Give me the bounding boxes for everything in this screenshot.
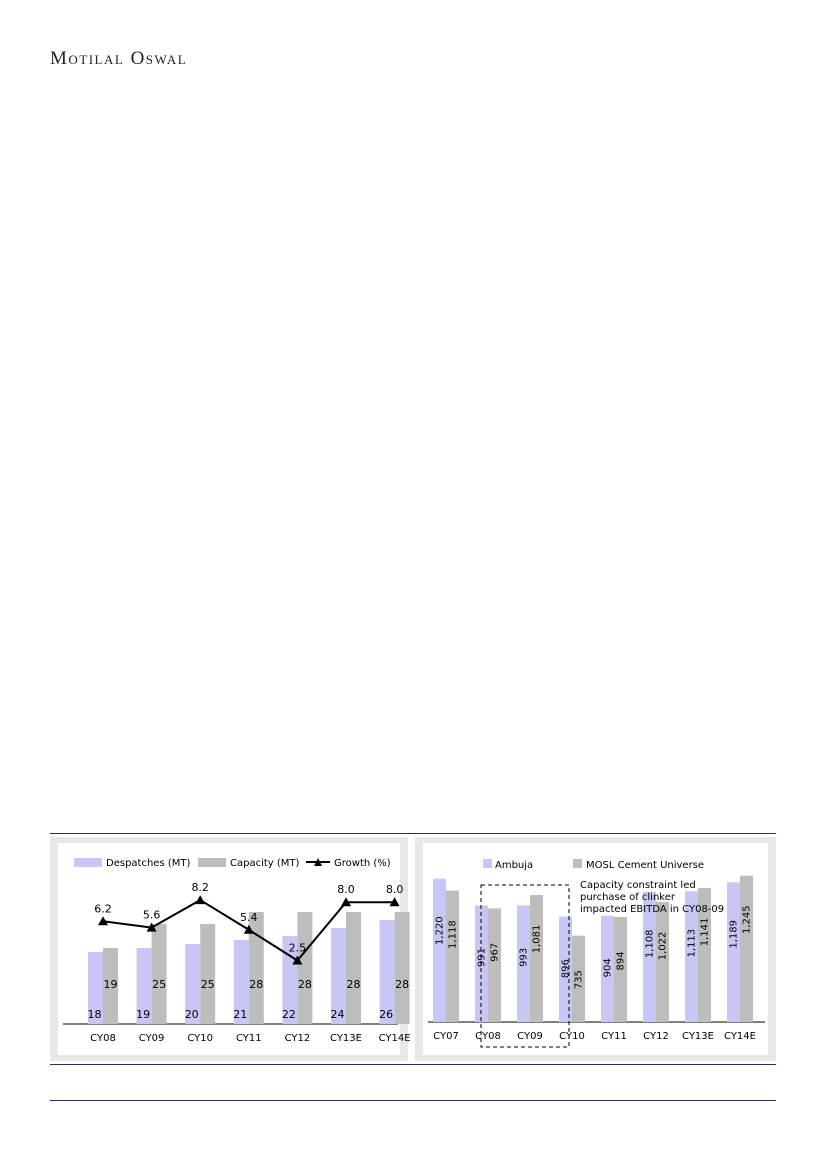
x-tick-label: CY14E <box>378 1033 411 1044</box>
data-label-universe: 1,022 <box>657 931 669 961</box>
x-tick-label: CY14E <box>724 1031 756 1042</box>
data-label-despatches: 26 <box>379 1008 394 1021</box>
legend-label-universe: MOSL Cement Universe <box>586 860 705 871</box>
x-tick-label: CY12 <box>284 1033 311 1044</box>
legend-label-ambuja: Ambuja <box>495 860 534 871</box>
data-label-despatches: 19 <box>136 1008 151 1021</box>
data-label-universe: 1,118 <box>447 920 459 949</box>
data-label-universe: 735 <box>573 970 585 990</box>
bottom-rule <box>50 1100 776 1101</box>
data-label-ambuja: 896 <box>560 959 572 979</box>
bar-capacity <box>395 912 410 1024</box>
data-label-ambuja: 993 <box>518 947 530 967</box>
legend-swatch-capacity <box>198 858 226 867</box>
x-tick-label: CY11 <box>601 1031 627 1042</box>
data-label-ambuja: 1,113 <box>686 928 698 958</box>
x-tick-label: CY09 <box>138 1033 165 1044</box>
data-label-growth: 5.6 <box>142 908 161 922</box>
legend-label-capacity: Capacity (MT) <box>230 858 300 869</box>
data-label-despatches: 22 <box>281 1008 296 1021</box>
data-label-growth: 6.2 <box>94 902 112 916</box>
x-tick-label: CY08 <box>90 1033 116 1044</box>
data-label-universe: 894 <box>615 951 627 971</box>
bar-universe <box>740 876 753 1022</box>
data-label-growth: 8.0 <box>337 883 355 897</box>
brand-logo: Motilal Oswal <box>50 48 188 69</box>
bar-universe <box>530 895 543 1022</box>
x-tick-label: CY13E <box>330 1033 362 1044</box>
bar-capacity <box>297 912 312 1024</box>
data-label-growth: 2.5 <box>288 941 307 955</box>
data-label-universe: 1,141 <box>699 917 711 947</box>
data-label-growth: 8.0 <box>385 883 404 897</box>
mid-rule <box>50 1064 776 1065</box>
bar-capacity <box>200 924 215 1024</box>
despatches-chart-panel <box>50 837 411 1061</box>
data-label-despatches: 20 <box>184 1008 199 1021</box>
bar-ambuja <box>727 882 740 1022</box>
bar-capacity <box>249 912 264 1024</box>
data-label-ambuja: 1,108 <box>644 929 656 959</box>
data-label-capacity: 28 <box>346 978 361 991</box>
data-label-ambuja: 991 <box>476 948 488 968</box>
bar-universe <box>446 891 459 1022</box>
data-label-universe: 1,081 <box>531 924 543 954</box>
legend-label-growth: Growth (%) <box>334 858 391 869</box>
ambuja-vs-universe-chart <box>423 843 768 1055</box>
x-tick-label: CY07 <box>433 1031 459 1042</box>
data-label-universe: 1,245 <box>741 905 753 935</box>
data-label-capacity: 28 <box>297 978 312 991</box>
x-tick-label: CY08 <box>475 1031 501 1042</box>
x-tick-label: CY13E <box>682 1031 714 1042</box>
data-label-capacity: 28 <box>395 978 410 991</box>
data-label-ambuja: 1,220 <box>434 916 446 945</box>
legend-swatch-despatches <box>74 858 102 867</box>
bar-universe <box>488 908 501 1022</box>
legend-label-despatches: Despatches (MT) <box>106 858 191 869</box>
data-label-ambuja: 904 <box>602 958 614 978</box>
despatches-plot-area <box>58 843 411 1055</box>
x-tick-label: CY10 <box>187 1033 214 1044</box>
legend-swatch-ambuja <box>483 859 492 868</box>
x-tick-label: CY11 <box>235 1033 262 1044</box>
annotation-text: Capacity constraint led purchase of clinker impacted EBITDA in CY08-09 <box>580 880 725 915</box>
bar-universe <box>656 902 669 1022</box>
x-tick-label: CY09 <box>517 1031 543 1042</box>
data-label-capacity: 19 <box>103 978 118 991</box>
growth-marker <box>195 895 205 904</box>
bar-ambuja <box>433 879 446 1022</box>
despatches-capacity-chart <box>58 843 411 1055</box>
data-label-capacity: 28 <box>249 978 264 991</box>
data-label-despatches: 21 <box>233 1008 248 1021</box>
ebitda-plot-area <box>423 843 768 1055</box>
data-label-capacity: 25 <box>200 978 215 991</box>
x-tick-label: CY12 <box>643 1031 669 1042</box>
data-label-growth: 8.2 <box>191 881 209 895</box>
data-label-growth: 5.4 <box>240 910 258 924</box>
data-label-universe: 967 <box>489 942 501 962</box>
top-rule <box>50 833 776 834</box>
data-label-despatches: 24 <box>330 1008 345 1021</box>
data-label-ambuja: 1,189 <box>728 919 740 949</box>
data-label-capacity: 25 <box>152 978 167 991</box>
x-tick-label: CY10 <box>559 1031 585 1042</box>
legend-swatch-universe <box>573 859 582 868</box>
data-label-despatches: 18 <box>87 1008 102 1021</box>
ebitda-chart-panel <box>415 837 776 1061</box>
bar-capacity <box>346 912 361 1024</box>
bar-capacity <box>152 924 167 1024</box>
